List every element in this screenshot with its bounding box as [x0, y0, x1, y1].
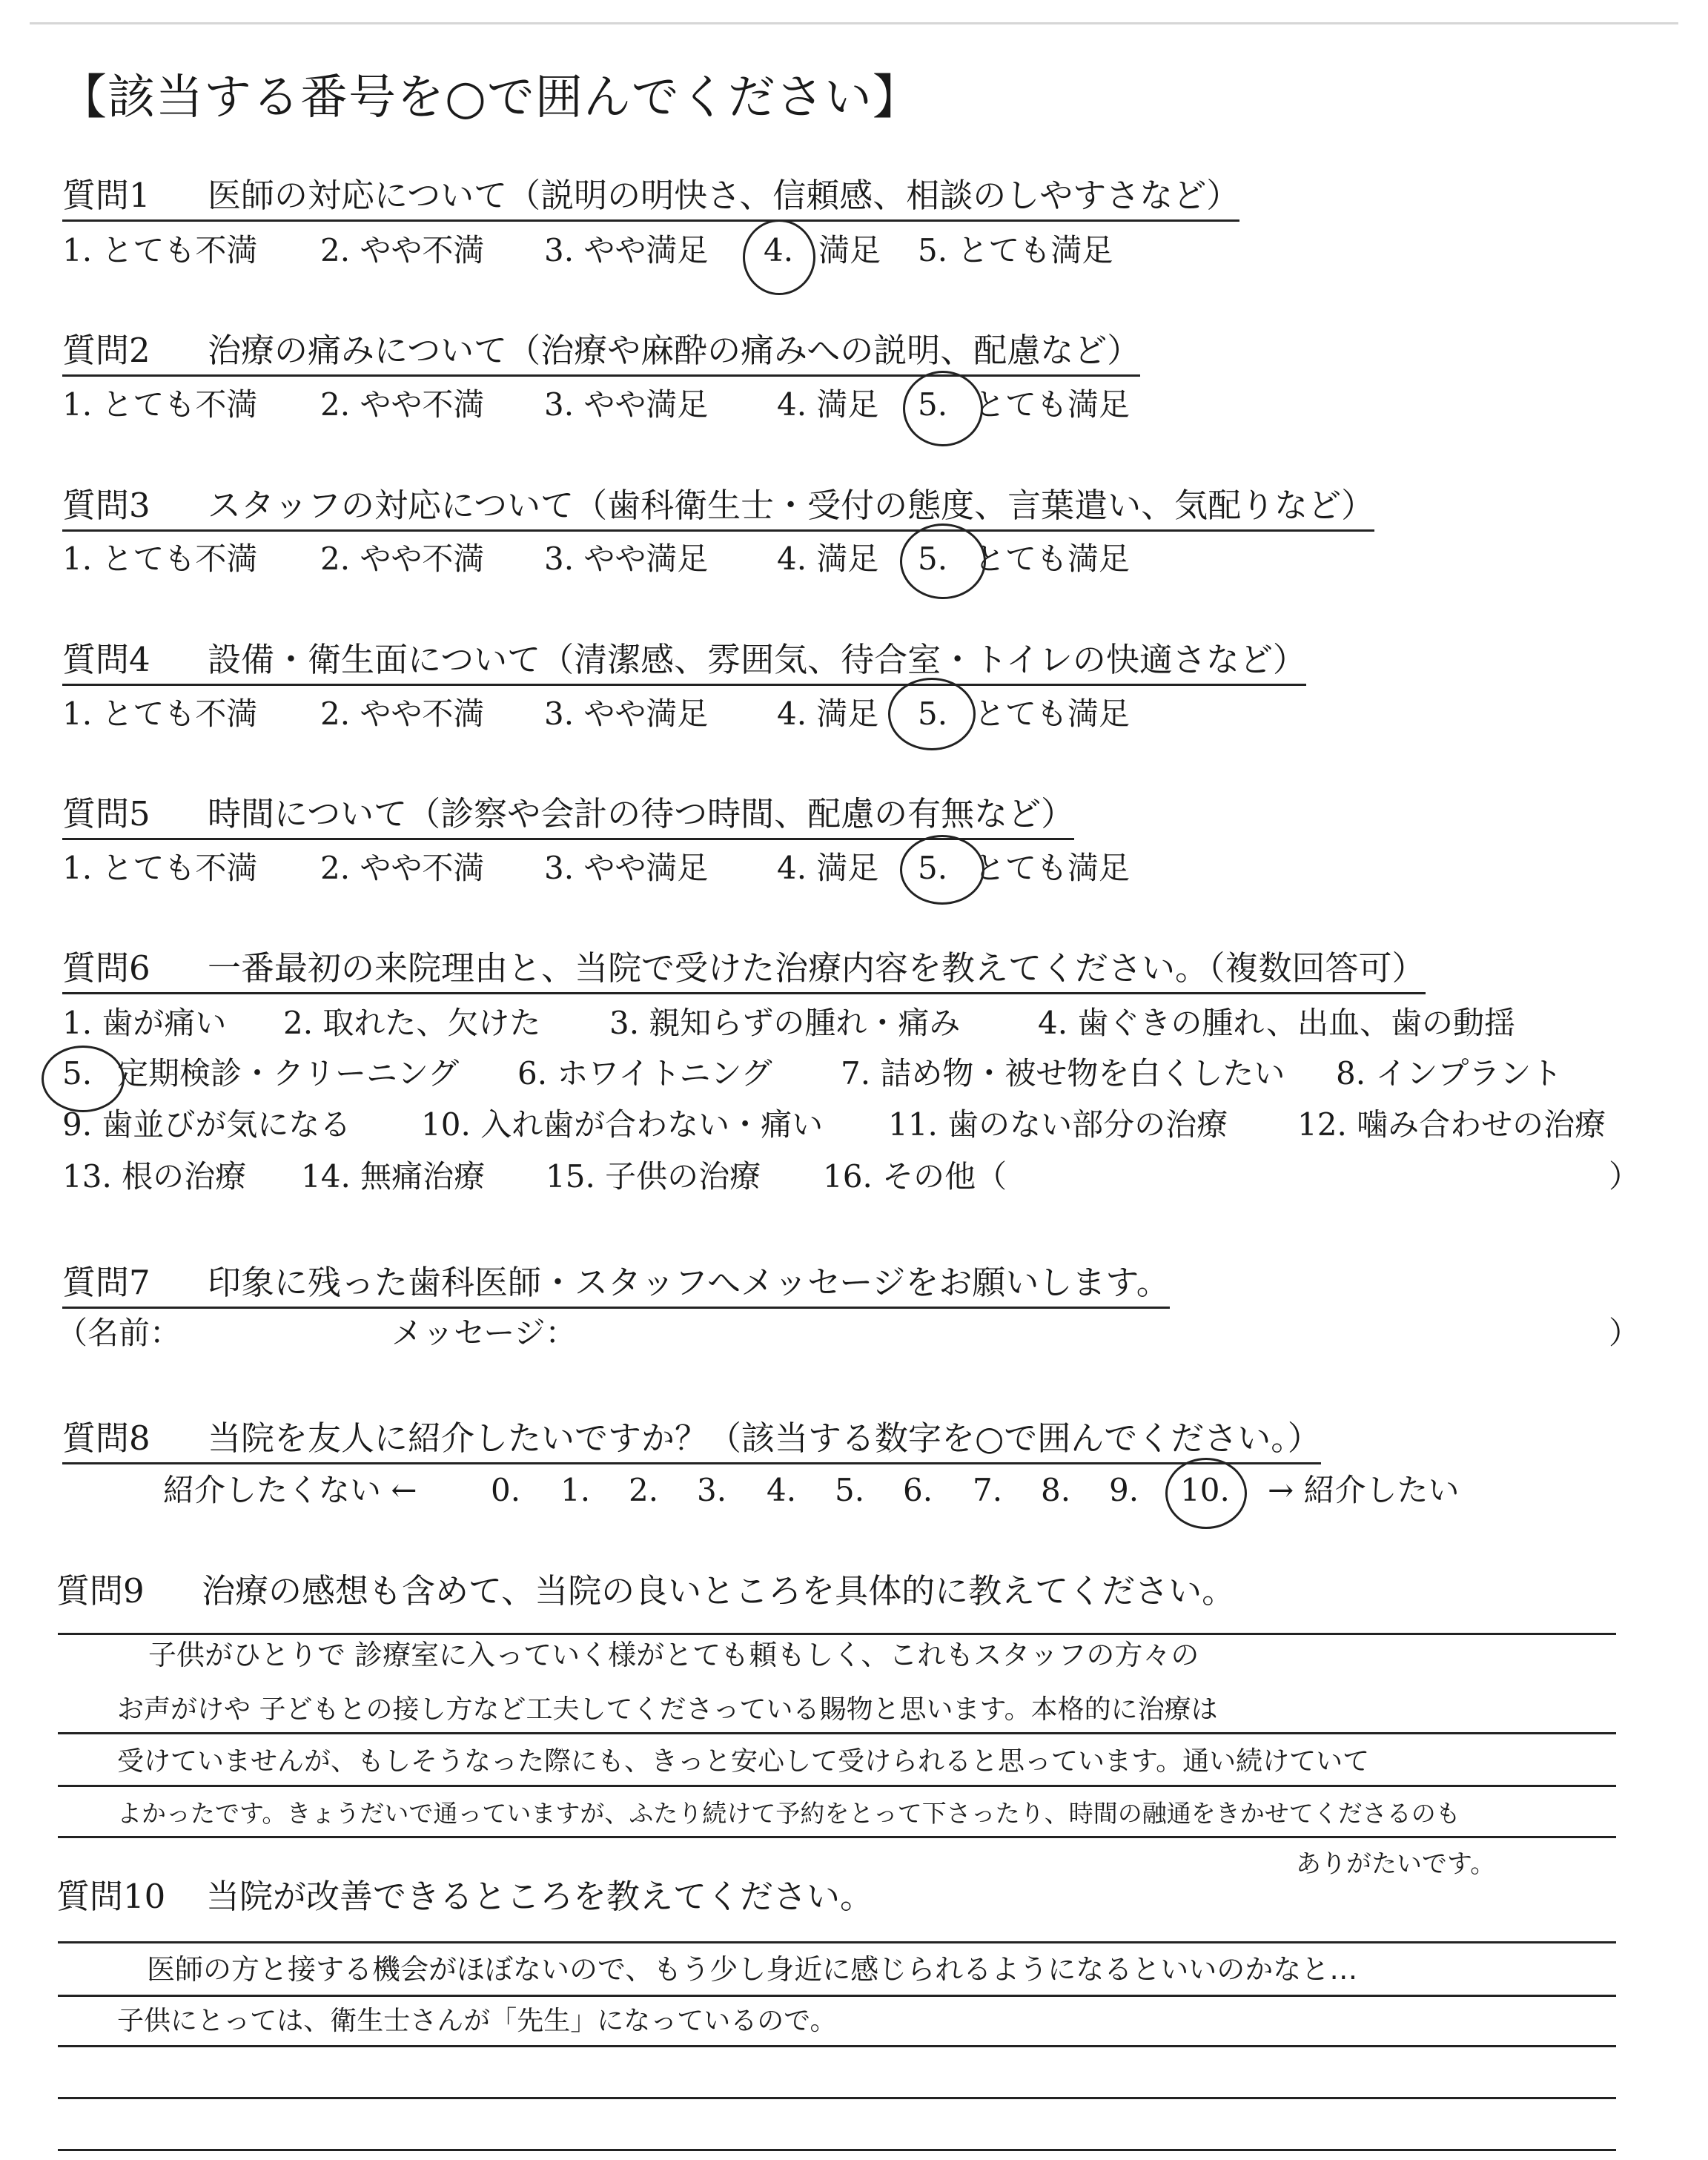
q2-option-1[interactable]: 1. とても不満	[62, 386, 258, 423]
q8-score-3[interactable]: 3.	[697, 1472, 727, 1508]
question-2-text: 治療の痛みについて（治療や麻酔の痛みへの説明、配慮など）	[208, 331, 1141, 370]
q10-answer-rule-1	[58, 1941, 1616, 1943]
q6-option-5-number[interactable]: 5.	[62, 1055, 93, 1091]
q6-option-11[interactable]: 11. 歯のない部分の治療	[888, 1106, 1228, 1143]
q3-option-5-number[interactable]: 5.	[918, 541, 948, 577]
q6-option-2[interactable]: 2. 取れた、欠けた	[283, 1005, 541, 1041]
question-1-heading	[62, 175, 1239, 222]
question-6-heading	[62, 948, 1426, 994]
q8-score-7[interactable]: 7.	[973, 1472, 1003, 1508]
q6-option-16[interactable]: 16. その他（	[823, 1158, 1007, 1195]
q7-name-label: （名前：	[56, 1315, 182, 1351]
q8-score-5[interactable]: 5.	[835, 1472, 865, 1508]
q2-option-4[interactable]: 4. 満足	[777, 386, 879, 423]
q1-option-4-label[interactable]: 満足	[818, 232, 881, 268]
q10-answer-rule-5	[58, 2149, 1616, 2151]
q8-score-9[interactable]: 9.	[1109, 1472, 1139, 1508]
q4-option-5-number[interactable]: 5.	[918, 696, 948, 732]
form-title: 【該当する番号を○で囲んでください】	[59, 70, 921, 125]
q2-option-2[interactable]: 2. やや不満	[320, 386, 485, 423]
q6-option-13[interactable]: 13. 根の治療	[62, 1158, 247, 1195]
question-2-number: 質問2	[62, 331, 150, 370]
q9-answer-line-2[interactable]: お声がけや 子どもとの接し方など工夫してくださっている賜物と思います。本格的に治療は	[117, 1694, 1218, 1725]
question-5-options	[0, 849, 1708, 894]
question-10-text: 当院が改善できるところを教えてください。	[206, 1877, 874, 1916]
question-7-fields	[0, 1314, 1708, 1358]
q1-option-3[interactable]: 3. やや満足	[544, 232, 709, 268]
question-5-text: 時間について（診察や会計の待つ時間、配慮の有無など）	[208, 794, 1075, 833]
q5-option-3[interactable]: 3. やや満足	[544, 850, 709, 886]
scan-top-edge	[30, 22, 1678, 24]
q4-selection-circle	[888, 678, 976, 750]
q8-score-1[interactable]: 1.	[560, 1472, 591, 1508]
q10-answer-line-2[interactable]: 子供にとっては、衛生士さんが「先生」になっているので。	[117, 2006, 837, 2036]
question-3-options	[0, 540, 1708, 584]
q8-score-2[interactable]: 2.	[629, 1472, 659, 1508]
question-8-heading	[62, 1418, 1321, 1464]
q9-answer-line-3[interactable]: 受けていませんが、もしそうなった際にも、きっと安心して受けられると思っています。通い続けていて	[117, 1746, 1370, 1777]
question-4-heading	[62, 639, 1306, 686]
q2-selection-circle	[903, 371, 983, 446]
question-6-text: 一番最初の来院理由と、当院で受けた治療内容を教えてください。（複数回答可）	[208, 948, 1426, 988]
q10-answer-rule-3	[58, 2045, 1616, 2047]
q10-answer-rule-4	[58, 2097, 1616, 2099]
question-9-number: 質問9	[56, 1571, 145, 1611]
question-3-number: 質問3	[62, 486, 150, 525]
q2-option-5-number[interactable]: 5.	[918, 386, 948, 423]
q9-answer-rule-1	[58, 1633, 1616, 1635]
question-4-number: 質問4	[62, 640, 150, 679]
q8-high-label: → 紹介したい	[1268, 1472, 1460, 1508]
q4-option-3[interactable]: 3. やや満足	[544, 696, 709, 732]
q8-score-6[interactable]: 6.	[903, 1472, 933, 1508]
q3-option-3[interactable]: 3. やや満足	[544, 541, 709, 577]
question-6-row-2	[0, 1054, 1708, 1099]
question-10-heading	[56, 1876, 873, 1918]
q3-selection-circle	[900, 524, 986, 599]
q6-option-1[interactable]: 1. 歯が痛い	[62, 1005, 227, 1041]
question-8-text: 当院を友人に紹介したいですか？（該当する数字を○で囲んでください。）	[208, 1418, 1321, 1458]
q6-option-14[interactable]: 14. 無痛治療	[301, 1158, 486, 1195]
q9-answer-line-5[interactable]: ありがたいです。	[1296, 1849, 1496, 1879]
q6-option-6[interactable]: 6. ホワイトニング	[517, 1055, 772, 1091]
q5-option-4[interactable]: 4. 満足	[777, 850, 879, 886]
q3-option-5-label[interactable]: とても満足	[974, 541, 1131, 577]
q8-score-10[interactable]: 10.	[1180, 1472, 1230, 1508]
q3-option-4[interactable]: 4. 満足	[777, 541, 879, 577]
q8-score-4[interactable]: 4.	[767, 1472, 797, 1508]
q6-option-12[interactable]: 12. 噛み合わせの治療	[1297, 1106, 1606, 1143]
q5-option-5-label[interactable]: とても満足	[974, 850, 1131, 886]
question-3-heading	[62, 485, 1374, 532]
q4-option-5-label[interactable]: とても満足	[974, 696, 1131, 732]
q6-option-7[interactable]: 7. 詰め物・被せ物を白くしたい	[841, 1055, 1285, 1091]
q6-option-5-label[interactable]: 定期検診・クリーニング	[117, 1055, 460, 1091]
question-7-number: 質問7	[62, 1263, 150, 1302]
question-1-number: 質問1	[62, 176, 150, 215]
q8-low-label: 紹介したくない ←	[163, 1472, 417, 1508]
question-2-options	[0, 386, 1708, 430]
question-4-options	[0, 695, 1708, 739]
q1-option-2[interactable]: 2. やや不満	[320, 232, 485, 268]
q1-option-5[interactable]: 5. とても満足	[918, 232, 1113, 268]
q5-option-2[interactable]: 2. やや不満	[320, 850, 485, 886]
q9-answer-rule-2	[58, 1732, 1616, 1734]
q1-selection-circle	[743, 219, 815, 295]
q1-option-4-number[interactable]: 4.	[764, 232, 794, 268]
question-3-text: スタッフの対応について（歯科衛生士・受付の態度、言葉遣い、気配りなど）	[208, 486, 1375, 525]
question-6-row-3	[0, 1106, 1708, 1150]
q6-other-close-paren: ）	[1609, 1158, 1641, 1195]
q9-answer-line-4[interactable]: よかったです。きょうだいで通っていますが、ふたり続けて予約をとって下さったり、時間の融通をきかせてくださるのも	[117, 1799, 1460, 1828]
q10-answer-rule-2	[58, 1995, 1616, 1997]
question-8-number: 質問8	[62, 1418, 150, 1458]
q6-option-10[interactable]: 10. 入れ歯が合わない・痛い	[421, 1106, 824, 1143]
question-1-text: 医師の対応について（説明の明快さ、信頼感、相談のしやすさなど）	[208, 176, 1240, 215]
q5-option-1[interactable]: 1. とても不満	[62, 850, 258, 886]
question-6-row-1	[0, 1004, 1708, 1048]
q6-option-15[interactable]: 15. 子供の治療	[546, 1158, 761, 1195]
question-1-options	[0, 231, 1708, 276]
question-9-text: 治療の感想も含めて、当院の良いところを具体的に教えてください。	[202, 1571, 1236, 1611]
q8-selection-circle	[1165, 1458, 1247, 1529]
q9-answer-rule-3	[58, 1785, 1616, 1787]
q7-message-label: メッセージ：	[391, 1315, 577, 1351]
q6-option-4[interactable]: 4. 歯ぐきの腫れ、出血、歯の動揺	[1038, 1005, 1515, 1041]
q9-answer-line-1[interactable]: 子供がひとりで 診療室に入っていく様がとても頼もしく、これもスタッフの方々の	[148, 1639, 1199, 1671]
q10-answer-line-1[interactable]: 医師の方と接する機会がほぼないので、もう少し身近に感じられるようになるといいのかなと…	[147, 1953, 1358, 1986]
q8-score-0[interactable]: 0.	[491, 1472, 521, 1508]
question-7-heading	[62, 1262, 1170, 1309]
q6-selection-circle	[42, 1046, 125, 1112]
q6-option-8[interactable]: 8. インプラント	[1336, 1055, 1563, 1091]
q7-close-paren: ）	[1609, 1315, 1641, 1351]
q1-option-1[interactable]: 1. とても不満	[62, 232, 258, 268]
question-5-number: 質問5	[62, 794, 150, 833]
q6-option-3[interactable]: 3. 親知らずの腫れ・痛み	[609, 1005, 961, 1041]
q5-option-5-number[interactable]: 5.	[918, 850, 948, 886]
q6-option-9[interactable]: 9. 歯並びが気になる	[62, 1106, 351, 1143]
question-10-number: 質問10	[56, 1877, 166, 1916]
q5-selection-circle	[900, 835, 984, 905]
question-7-text: 印象に残った歯科医師・スタッフへメッセージをお願いします。	[208, 1263, 1170, 1302]
q3-option-2[interactable]: 2. やや不満	[320, 541, 485, 577]
question-6-number: 質問6	[62, 948, 150, 988]
q9-answer-rule-4	[58, 1836, 1616, 1838]
q8-score-8[interactable]: 8.	[1041, 1472, 1071, 1508]
q2-option-5-label[interactable]: とても満足	[974, 386, 1131, 423]
question-2-heading	[62, 330, 1140, 377]
question-6-row-4	[0, 1157, 1708, 1202]
q4-option-1[interactable]: 1. とても不満	[62, 696, 258, 732]
q2-option-3[interactable]: 3. やや満足	[544, 386, 709, 423]
question-9-heading	[56, 1571, 1235, 1612]
q4-option-2[interactable]: 2. やや不満	[320, 696, 485, 732]
question-8-scale	[0, 1471, 1708, 1516]
q3-option-1[interactable]: 1. とても不満	[62, 541, 258, 577]
question-4-text: 設備・衛生面について（清潔感、雰囲気、待合室・トイレの快適さなど）	[208, 640, 1306, 679]
question-5-heading	[62, 793, 1074, 840]
q4-option-4[interactable]: 4. 満足	[777, 696, 879, 732]
